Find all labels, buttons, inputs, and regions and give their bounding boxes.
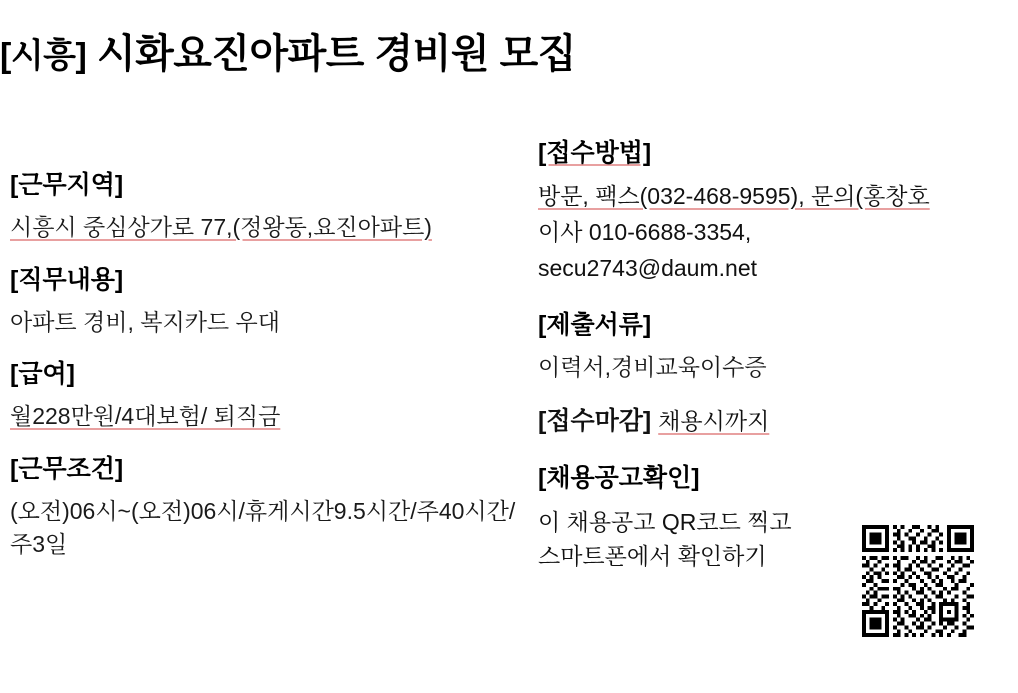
documents-text: 이력서,경비교육이수증: [538, 354, 767, 381]
salary-heading: [급여]: [10, 360, 75, 389]
deadline-heading: [접수마감]: [538, 406, 652, 435]
apply-method-heading: [접수방법]: [538, 139, 652, 167]
deadline-row: [538, 405, 998, 438]
apply-method-email: secu2743@daum.net: [538, 254, 757, 281]
salary-text: 월228만원/4대보험/ 퇴직금: [10, 403, 281, 430]
qr-instruction-line-1: 이 채용공고 QR코드 찍고: [538, 508, 792, 535]
qr-instruction-line-2: 스마트폰에서 확인하기: [538, 543, 767, 570]
job-duty-heading: [직무내용]: [10, 265, 124, 294]
work-location-text: 시흥시 중심상가로 77,(정왕동,요진아파트): [10, 214, 432, 241]
left-column: [10, 170, 530, 588]
page-title: [0, 22, 1000, 79]
notice-heading: [채용공고확인]: [538, 464, 700, 493]
page-title-main: 시화요진아파트 경비원 모집: [96, 32, 576, 76]
qr-code-icon[interactable]: [862, 525, 974, 637]
documents-heading: [제출서류]: [538, 311, 652, 340]
page-title-bracket: [시흥]: [0, 37, 87, 75]
apply-method-text: [538, 179, 998, 286]
qr-instruction-text: [538, 505, 838, 574]
work-conditions-heading: [근무조건]: [10, 454, 124, 483]
work-conditions-text: (오전)06시~(오전)06시/휴게시간9.5시간/주40시간/주3일: [10, 498, 516, 558]
work-location-heading: [근무지역]: [10, 171, 124, 199]
apply-method-line-1: 방문, 팩스(032-468-9595), 문의(홍창호: [538, 183, 930, 210]
job-duty-text: 아파트 경비, 복지카드 우대: [10, 308, 280, 335]
right-column: [538, 138, 998, 574]
deadline-value: 채용시까지: [658, 407, 770, 434]
apply-method-line-2: 이사 010-6688-3354,: [538, 218, 752, 245]
